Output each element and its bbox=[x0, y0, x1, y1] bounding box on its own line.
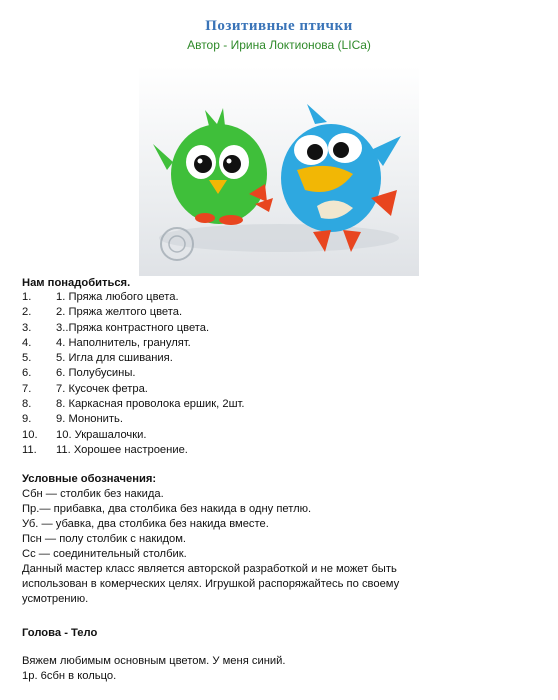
list-item bbox=[22, 397, 245, 412]
list-item bbox=[22, 290, 245, 305]
list-item-number: 9. bbox=[22, 413, 32, 426]
materials-list bbox=[22, 290, 245, 458]
list-item-text: 11. Хорошее настроение. bbox=[56, 443, 188, 456]
list-item-text: 9. Мононить. bbox=[56, 413, 123, 426]
birds-photo bbox=[139, 66, 419, 276]
legend-line: усмотрению. bbox=[22, 593, 89, 605]
list-item bbox=[22, 336, 245, 351]
section-line: Вяжем любимым основным цветом. У меня синий. bbox=[22, 655, 286, 667]
materials-heading: Нам понадобиться. bbox=[22, 277, 131, 289]
green-bird-figure bbox=[153, 108, 273, 225]
list-item bbox=[22, 443, 245, 458]
list-item-text: 1. Пряжа любого цвета. bbox=[56, 291, 179, 303]
list-item-text: 5. Игла для сшивания. bbox=[56, 352, 173, 365]
list-item-text: 7. Кусочек фетра. bbox=[56, 382, 148, 395]
list-item bbox=[22, 305, 245, 320]
list-item-text: 6. Полубусины. bbox=[56, 367, 136, 380]
list-item bbox=[22, 428, 245, 443]
list-item bbox=[22, 351, 245, 366]
section-line: 1р. 6сбн в кольцо. bbox=[22, 670, 117, 682]
legend-section bbox=[22, 472, 399, 607]
list-item-number: 6. bbox=[22, 367, 32, 380]
legend-line: Пр.— прибавка, два столбика без накида в одну петлю. bbox=[22, 503, 312, 515]
list-item-text: 8. Каркасная проволока ершик, 2шт. bbox=[56, 398, 245, 411]
list-item-number: 3. bbox=[22, 321, 32, 334]
list-item-number: 7. bbox=[22, 382, 32, 395]
list-item-number: 2. bbox=[22, 306, 32, 319]
list-item-number: 4. bbox=[22, 336, 32, 349]
list-item-text: 3..Пряжа контрастного цвета. bbox=[56, 321, 210, 334]
legend-line: Псн — полу столбик с накидом. bbox=[22, 533, 187, 545]
legend-line: Сбн — столбик без накида. bbox=[22, 488, 164, 500]
list-item-number: 10. bbox=[22, 428, 38, 441]
list-item-text: 4. Наполнитель, гранулят. bbox=[56, 336, 191, 349]
section-heading: Голова - Тело bbox=[22, 627, 98, 639]
list-item bbox=[22, 412, 245, 427]
list-item bbox=[22, 382, 245, 397]
list-item-text: 2. Пряжа желтого цвета. bbox=[56, 306, 183, 319]
legend-line: использован в комерческих целях. Игрушкой распоряжайтесь по своему bbox=[22, 578, 400, 590]
author-line: Автор - Ирина Локтионова (LICa) bbox=[187, 38, 371, 52]
legend-line: Сс — соединительный столбик. bbox=[22, 548, 187, 560]
list-item-number: 11. bbox=[22, 443, 37, 456]
list-item-number: 8. bbox=[22, 398, 32, 411]
page-title: Позитивные птички bbox=[205, 18, 353, 34]
list-item-text: 10. Украшалочки. bbox=[56, 428, 147, 441]
legend-line: Данный мастер класс является авторской разработкой и не может быть bbox=[22, 563, 397, 575]
list-item-number: 1. bbox=[22, 291, 32, 303]
list-item-number: 5. bbox=[22, 352, 32, 365]
legend-heading: Условные обозначения: bbox=[22, 473, 157, 485]
list-item bbox=[22, 321, 245, 336]
list-item bbox=[22, 366, 245, 381]
legend-line: Уб. — убавка, два столбика без накида вместе. bbox=[22, 518, 269, 530]
